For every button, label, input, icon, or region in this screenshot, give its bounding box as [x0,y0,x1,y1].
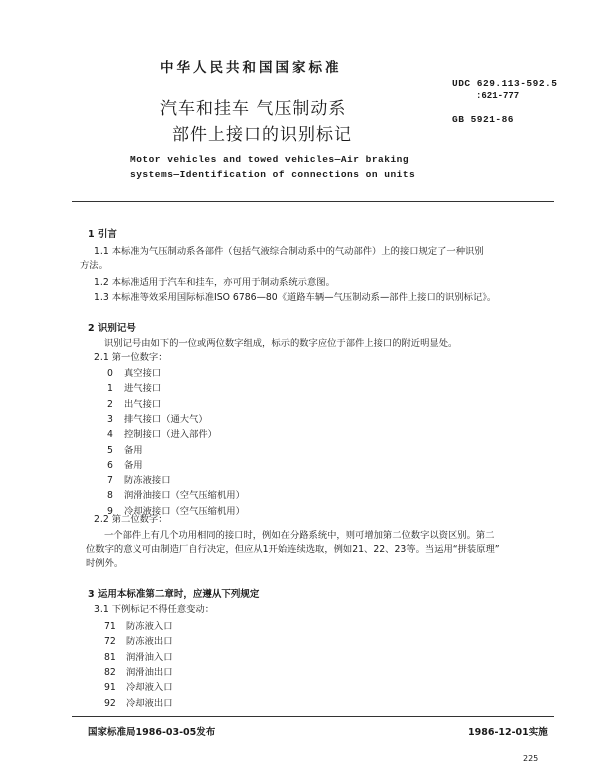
second-digit-heading: 2.2 第二位数字： [94,514,168,525]
list-item-text: 出气接口 [124,398,162,410]
paragraph-2-2c: 时例外。 [86,558,124,569]
list-item-text: 润滑油接口（空气压缩机用） [124,490,245,502]
document-title-line2: 部件上接口的识别标记 [172,125,352,145]
list-item-code: 91 [104,682,116,694]
english-title-line2: systems—Identification of connections on units [130,169,416,180]
section-3-heading: 3 运用本标准第二章时，应遵从下列规定 [88,589,260,600]
section-3-1-heading: 3.1 下例标记不得任意变动： [94,604,215,615]
paragraph-1-3: 1.3 本标准等效采用国际标准ISO 6786—80《道路车辆—气压制动系—部件上接口的识别标记》。 [94,292,497,303]
english-title-line1: Motor vehicles and towed vehicles—Air braking [130,154,410,165]
list-item-text: 润滑油入口 [126,651,173,663]
udc-code: UDC 629.113-592.5 [452,78,558,89]
list-item-code: 71 [104,621,116,632]
udc-code-continued: :621-777 [476,91,520,101]
issue-date: 国家标准局1986-03-05发布 [88,727,216,738]
list-item-text: 防冻液入口 [126,621,173,632]
document-title-line1: 汽车和挂车 气压制动系 [160,99,347,119]
list-item-text: 冷却液出口 [126,697,173,709]
paragraph-2-2a: 一个部件上有几个功用相同的接口时，例如在分路系统中，则可增加第二位数字以资区别。第二 [104,530,495,541]
list-item-code: 2 [107,398,113,410]
list-item-code: 5 [107,444,113,456]
standard-title: 中华人民共和国国家标准 [160,60,342,76]
effective-date: 1986-12-01实施 [468,727,548,738]
list-item-code: 0 [107,368,113,379]
list-item-code: 6 [107,459,113,471]
paragraph-1-1: 1.1 本标准为气压制动系各部件（包括气液综合制动系中的气动部件）上的接口规定了一种识别 [94,246,484,257]
list-item-text: 真空接口 [124,368,162,379]
list-item-text: 控制接口（进入部件） [124,429,217,441]
list-item-text: 进气接口 [124,383,162,395]
list-item-code: 9 [107,505,113,517]
list-item-code: 81 [104,651,116,663]
section-2-intro: 识别记号由如下的一位或两位数字组成，标示的数字应位于部件上接口的附近明显处。 [104,338,458,349]
gb-code: GB 5921-86 [452,114,515,125]
header-divider [72,201,554,202]
list-item-text: 冷却液入口 [126,682,173,694]
list-item-code: 92 [104,697,116,709]
paragraph-1-2: 1.2 本标准适用于汽车和挂车，亦可用于制动系统示意图。 [94,277,335,288]
list-item-code: 3 [107,413,113,425]
page-number: 225 [523,754,539,763]
list-item-code: 4 [107,429,113,441]
first-digit-heading: 2.1 第一位数字： [94,352,168,363]
list-item-code: 82 [104,666,116,678]
list-item-text: 冷却液接口（空气压缩机用） [124,505,245,517]
list-item-text: 备用 [124,444,143,456]
footer-divider [72,716,554,717]
list-item-code: 7 [107,475,113,487]
list-item-code: 1 [107,383,113,395]
list-item-text: 润滑油出口 [126,666,173,678]
list-item-text: 排气接口（通大气） [124,413,208,425]
section-2-heading: 2 识别记号 [88,323,136,334]
section-1-heading: 1 引言 [88,229,117,240]
list-item-text: 防冻液出口 [126,636,173,648]
paragraph-1-1-continued: 方法。 [80,260,108,271]
list-item-code: 8 [107,490,113,502]
paragraph-2-2b: 位数字的意义可由制造厂自行决定，但应从1开始连续选取，例如21、22、23等。当运用“拼装原理” [86,544,500,555]
list-item-text: 备用 [124,459,143,471]
list-item-text: 防冻液接口 [124,475,171,487]
list-item-code: 72 [104,636,116,648]
